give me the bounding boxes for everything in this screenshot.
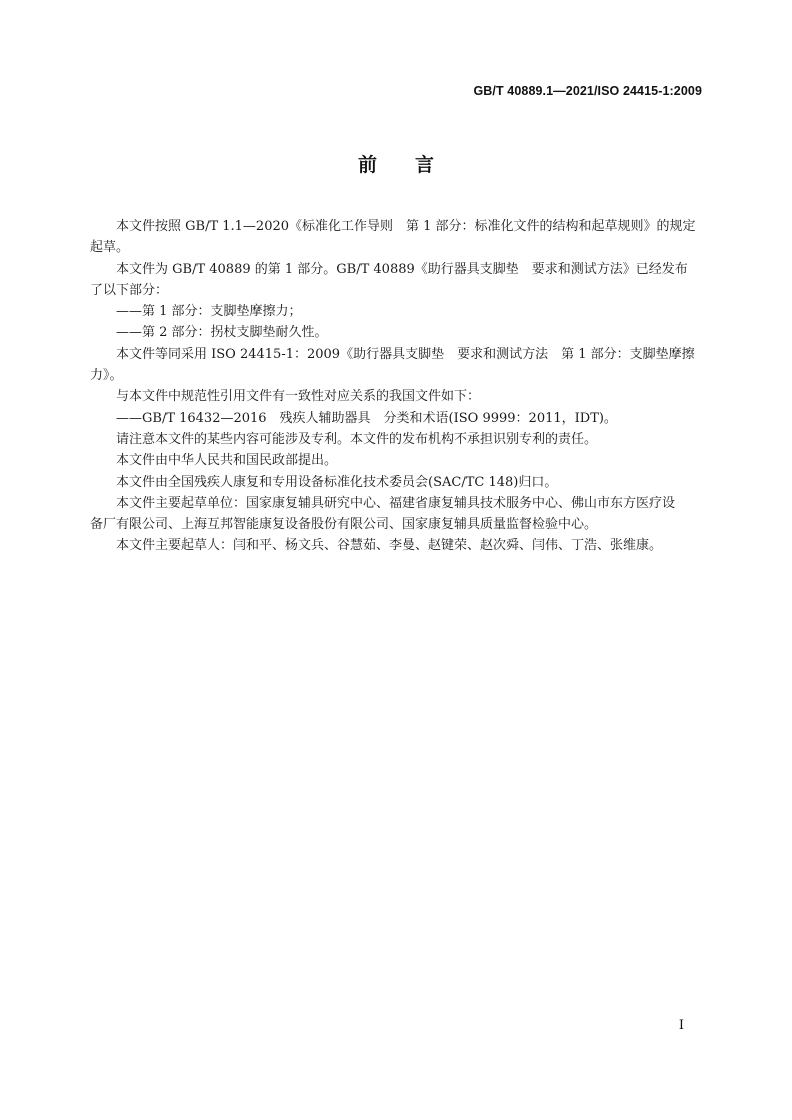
standard-number-header: GB/T 40889.1—2021/ISO 24415-1:2009 <box>473 84 702 98</box>
foreword-body <box>90 216 704 557</box>
paragraph-patent-notice <box>90 429 704 450</box>
paragraph-line: 本文件主要起草单位：国家康复辅具研究中心、福建省康复辅具技术服务中心、佛山市东方医疗设 <box>116 495 676 511</box>
paragraph-line: 本文件为 GB/T 40889 的第 1 部分。GB/T 40889《助行器具支脚垫 要求和测试方法》已经发布 <box>116 261 688 277</box>
paragraph-drafters <box>90 535 704 556</box>
paragraph-drafting-rules <box>90 216 704 259</box>
paragraph-normative-references <box>90 386 704 407</box>
paragraph-line: 力》。 <box>90 368 123 384</box>
paragraph-line: 与本文件中规范性引用文件有一致性对应关系的我国文件如下： <box>116 389 481 405</box>
paragraph-line: 了以下部分： <box>90 282 169 298</box>
paragraph-line: 本文件等同采用 ISO 24415-1：2009《助行器具支脚垫 要求和测试方法 第 1 部分：支脚垫摩擦 <box>116 346 695 362</box>
paragraph-line: 本文件主要起草人：闫和平、杨文兵、谷慧茹、李曼、赵键荣、赵次舜、闫伟、丁浩、张维康。 <box>116 538 663 554</box>
paragraph-line: 请注意本文件的某些内容可能涉及专利。本文件的发布机构不承担识别专利的责任。 <box>116 431 598 447</box>
list-item-part-1 <box>90 301 704 322</box>
list-item-reference <box>90 408 704 429</box>
paragraph-iso-adoption <box>90 344 704 387</box>
paragraph-line: ——第 2 部分：拐杖支脚垫耐久性。 <box>116 325 328 341</box>
paragraph-drafting-organizations <box>90 493 704 536</box>
paragraph-proposed-by <box>90 450 704 471</box>
paragraph-line: ——第 1 部分：支脚垫摩擦力； <box>116 304 302 320</box>
paragraph-line: 本文件按照 GB/T 1.1—2020《标准化工作导则 第 1 部分：标准化文件的结构和起草规则》的规定 <box>116 219 696 234</box>
paragraph-line: 备厂有限公司、上海互邦智能康复设备股份有限公司、国家康复辅具质量监督检验中心。 <box>90 517 598 533</box>
paragraph-line: 本文件由中华人民共和国民政部提出。 <box>116 453 338 469</box>
list-item-part-2 <box>90 322 704 343</box>
page-title: 前言 <box>357 154 472 176</box>
paragraph-part-info <box>90 259 704 302</box>
paragraph-technical-committee <box>90 472 704 493</box>
page-number: I <box>678 1018 684 1033</box>
paragraph-line: 本文件由全国残疾人康复和专用设备标准化技术委员会(SAC/TC 148)归口。 <box>116 474 558 490</box>
paragraph-line: 起草。 <box>90 240 130 256</box>
paragraph-line: ——GB/T 16432—2016 残疾人辅助器具 分类和术语(ISO 9999：2011，IDT)。 <box>116 410 617 426</box>
